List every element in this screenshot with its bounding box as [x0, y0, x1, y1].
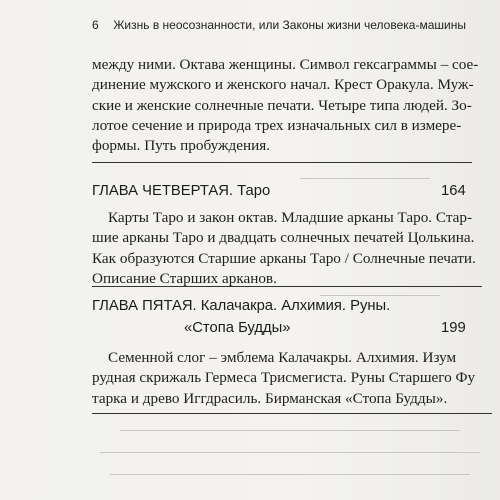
text-line: Карты Таро и закон октав. Младшие арканы Таро. Стар-	[108, 209, 473, 226]
section-divider	[92, 413, 492, 414]
show-through-mark	[300, 178, 430, 179]
chapter-5-heading	[92, 298, 390, 314]
chapter-4-summary	[92, 208, 476, 289]
show-through-mark	[320, 295, 440, 296]
text-line: ские и женские солнечные печати. Четыре типа людей. Зо-	[92, 96, 472, 114]
chapter-5-caps: ГЛАВА ПЯТАЯ.	[92, 298, 197, 314]
chapter-5-title: Калачакра. Алхимия. Руны.	[200, 298, 391, 314]
intro-paragraph	[92, 55, 478, 156]
chapter-4-title: Таро	[237, 183, 271, 199]
show-through-mark	[120, 430, 460, 431]
text-line: Как образуются Старшие арканы Таро / Солнечные печати.	[92, 249, 476, 267]
chapter-5-page-number: 199	[441, 320, 466, 336]
show-through-mark	[100, 452, 480, 453]
text-line: рудная скрижаль Гермеса Трисмегиста. Руны Старшего Фу	[92, 369, 476, 387]
chapter-5-summary	[92, 348, 476, 409]
page-number: 6	[92, 18, 99, 32]
text-line: формы. Путь пробуждения.	[92, 137, 270, 155]
text-line: тарка и древо Иггдрасиль. Бирманская «Стопа Будды».	[92, 389, 448, 407]
text-line: между ними. Октава женщины. Символ гексаграммы – сое-	[92, 56, 479, 73]
show-through-mark	[110, 474, 470, 475]
text-line: лотое сечение и природа трех изначальных сил в измере-	[92, 116, 462, 134]
chapter-4-page-number: 164	[441, 183, 466, 199]
running-header	[92, 18, 466, 32]
section-divider	[92, 162, 472, 163]
section-divider	[92, 286, 482, 287]
text-line: Семенной слог – эмблема Калачакры. Алхимия. Изум	[108, 349, 457, 366]
running-title: Жизнь в неосознанности, или Законы жизни человека-машины	[113, 18, 466, 32]
chapter-4-caps: ГЛАВА ЧЕТВЕРТАЯ.	[92, 183, 234, 199]
chapter-5-title-line2: «Стопа Будды»	[184, 320, 291, 336]
text-line: динение мужского и женского начал. Крест Оракула. Муж-	[92, 76, 474, 94]
text-line: шие арканы Таро и двадцать солнечных печатей Цолькина.	[92, 229, 475, 247]
text-line: Описание Старших арканов.	[92, 269, 277, 287]
chapter-4-heading	[92, 183, 270, 199]
